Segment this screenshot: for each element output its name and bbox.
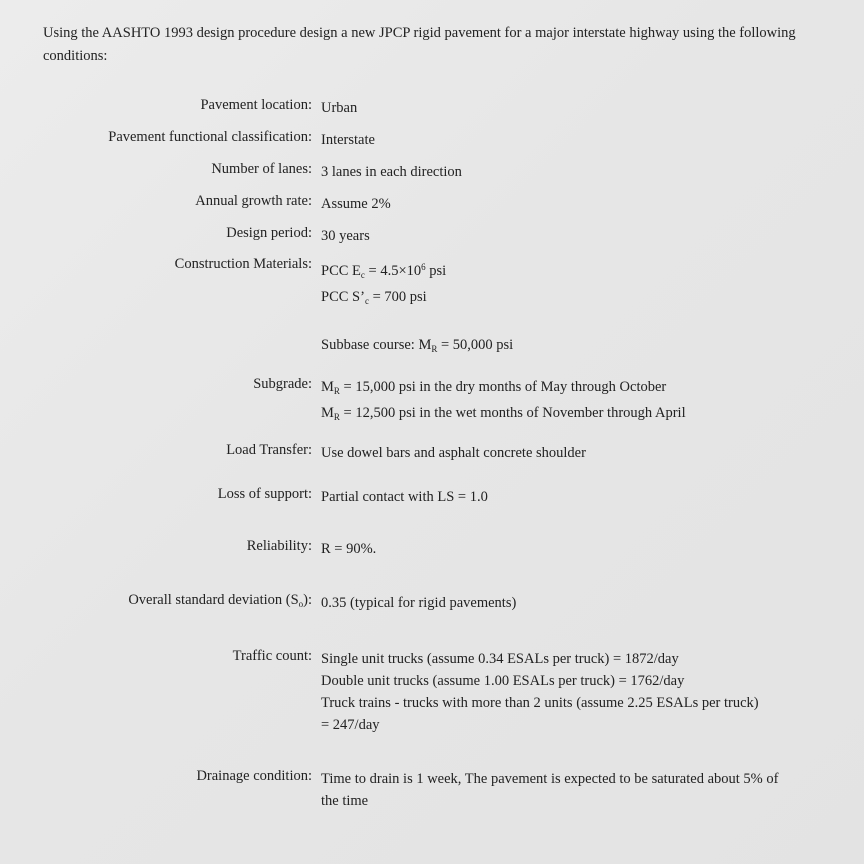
subgrade-dry-line: $M_R = 15,000$ psi in the dry months of May through October (321, 379, 667, 396)
label-standard-deviation: Overall standard deviation $(S_o)$: (128, 592, 312, 609)
label-construction-materials: Construction Materials: (174, 256, 312, 272)
traffic-truck-trains: Truck trains - trucks with more than 2 units (assume 2.25 ESALs per truck) = 247/day (321, 695, 759, 733)
label-functional-classification: Pavement functional classification: (108, 129, 312, 145)
value-design-period: 30 years (321, 228, 370, 244)
value-loss-of-support: Partial contact with LS = 1.0 (321, 489, 488, 505)
value-traffic-count (321, 648, 761, 736)
pcc-sc-line: PCC $S’_c = 700$ psi (321, 289, 427, 306)
value-subgrade (321, 376, 791, 428)
value-drainage-condition: Time to drain is 1 week, The pavement is expected to be saturated about 5% of the time (321, 771, 779, 809)
label-pavement-location: Pavement location: (200, 97, 312, 113)
traffic-single-unit: Single unit trucks (assume 0.34 ESALs per truck) = 1872/day (321, 651, 679, 667)
label-loss-of-support: Loss of support: (217, 486, 312, 502)
label-annual-growth-rate: Annual growth rate: (195, 193, 312, 209)
value-number-of-lanes: 3 lanes in each direction (321, 164, 462, 180)
value-functional-classification: Interstate (321, 132, 375, 148)
subbase-course-line: Subbase course: $M_R = 50,000$ psi (321, 337, 514, 354)
label-reliability: Reliability: (246, 538, 312, 554)
label-drainage-condition: Drainage condition: (196, 768, 312, 784)
label-traffic-count: Traffic count: (232, 648, 312, 664)
value-reliability: R = 90%. (321, 541, 377, 557)
label-load-transfer: Load Transfer: (226, 442, 312, 458)
value-load-transfer: Use dowel bars and asphalt concrete shoulder (321, 445, 586, 461)
value-construction-materials (321, 256, 791, 360)
value-standard-deviation: 0.35 (typical for rigid pavements) (321, 595, 517, 611)
pcc-ec-line: PCC $E_c = 4.5\times 10^6$ psi (321, 262, 447, 280)
value-pavement-location: Urban (321, 100, 358, 116)
traffic-double-unit: Double unit trucks (assume 1.00 ESALs per truck) = 1762/day (321, 673, 685, 689)
intro-paragraph: Using the AASHTO 1993 design procedure design a new JPCP rigid pavement for a major interstate highway using the following conditions: (43, 25, 796, 64)
subgrade-wet-line: $M_R = 12,500$ psi in the wet months of November through April (321, 405, 686, 422)
label-subgrade: Subgrade: (253, 376, 312, 392)
label-number-of-lanes: Number of lanes: (211, 161, 312, 177)
value-annual-growth-rate: Assume 2% (321, 196, 391, 212)
label-design-period: Design period: (226, 225, 312, 241)
